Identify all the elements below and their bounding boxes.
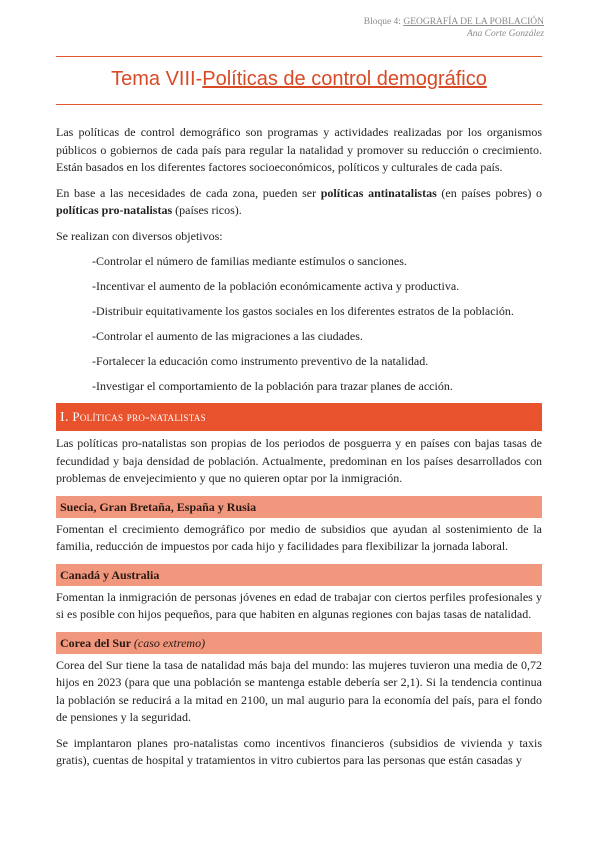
list-item: -Investigar el comportamiento de la población para trazar planes de acción. bbox=[92, 379, 453, 393]
section-heading-pronatalist bbox=[56, 403, 542, 431]
list-item: -Distribuir equitativamente los gastos sociales en los diferentes estratos de la población. bbox=[92, 304, 514, 318]
case-title: Corea del Sur bbox=[60, 635, 131, 650]
case-title: Suecia, Gran Bretaña, España y Rusia bbox=[60, 499, 257, 514]
title-rule-top bbox=[56, 56, 542, 57]
document-body bbox=[56, 124, 542, 778]
case-paragraph: Fomentan la inmigración de personas jóvenes en edad de trabajar con ciertos perfiles profesionales y si es posible con hijos pequeños, para que habiten en algunas regiones con bajas tasas de natalidad. bbox=[56, 589, 542, 621]
case-heading-europe bbox=[56, 496, 542, 518]
section-number: I. bbox=[60, 410, 69, 425]
case-paragraph: Corea del Sur tiene la tasa de natalidad más baja del mundo: las mujeres tuvieron una media de 0,72 hijos en 2023 (para que una población se mantenga estable debería ser 2,1). Si la tendencia continua la población se reducirá a la mitad en 2100, un mal augurio para la economía del país, para el fondo de pensiones y la seguridad. bbox=[56, 657, 542, 724]
antinatalist-term: políticas antinatalistas bbox=[320, 185, 437, 200]
intro-p2-mid: (en países pobres) o bbox=[436, 185, 542, 200]
title-rule-bottom bbox=[56, 104, 542, 105]
case-title: Canadá y Australia bbox=[60, 567, 160, 582]
list-item: -Controlar el número de familias mediante estímulos o sanciones. bbox=[92, 254, 407, 268]
case-heading-canada-australia bbox=[56, 564, 542, 586]
section-title: Políticas pro-natalistas bbox=[72, 409, 206, 424]
title-prefix: Tema VIII- bbox=[111, 68, 203, 90]
list-item: -Fortalecer la educación como instrumento preventivo de la natalidad. bbox=[92, 354, 429, 368]
section-paragraph: Las políticas pro-natalistas son propias de los periodos de posguerra y en países con bajas tasas de fecundidad y baja densidad de población. Actualmente, predominan en los países desarrollados con problemas de envejecimiento y que no quieren optar por la inmigración. bbox=[56, 436, 542, 485]
header-topic: GEOGRAFÍA DE LA POBLACIÓN bbox=[403, 17, 544, 27]
page-title bbox=[56, 68, 542, 91]
case-paragraph: Se implantaron planes pro-natalistas como incentivos financieros (subsidios de vivienda y taxis gratis), cuentas de hospital y tratamientos in vitro cubiertos para las personas que están casadas y bbox=[56, 735, 542, 767]
case-note: (caso extremo) bbox=[133, 635, 206, 650]
intro-paragraph-2 bbox=[56, 185, 542, 220]
list-item: -Controlar el aumento de las migraciones a las ciudades. bbox=[92, 329, 363, 343]
case-paragraph: Fomentan el crecimiento demográfico por medio de subsidios que ayudan al sostenimiento de la familia, reducción de impuestos por cada hijo y facilidades para flexibilizar la jornada laboral. bbox=[56, 521, 542, 553]
objectives-list bbox=[92, 253, 542, 396]
intro-paragraph-1: Las políticas de control demográfico son programas y actividades realizadas por los organismos públicos o gobiernos de cada país para regular la natalidad y promover su reducción o crecimiento. Están basados en los diferentes factores socioeconómicos, políticos y culturales de cada país. bbox=[56, 125, 542, 174]
case-heading-south-korea bbox=[56, 632, 542, 654]
header-block: Bloque 4: bbox=[363, 17, 401, 27]
pronatalist-term: políticas pro-natalistas bbox=[56, 203, 173, 217]
header-topic-line bbox=[364, 16, 544, 28]
list-item: -Incentivar el aumento de la población económicamente activa y productiva. bbox=[92, 279, 460, 293]
page-header bbox=[364, 16, 544, 40]
header-author: Ana Corte González bbox=[466, 29, 544, 39]
intro-p2-end: (países ricos). bbox=[172, 203, 242, 217]
title-subject: Políticas de control demográfico bbox=[202, 68, 487, 90]
intro-paragraph-3: Se realizan con diversos objetivos: bbox=[56, 228, 223, 243]
intro-p2-start: En base a las necesidades de cada zona, pueden ser bbox=[56, 185, 321, 200]
